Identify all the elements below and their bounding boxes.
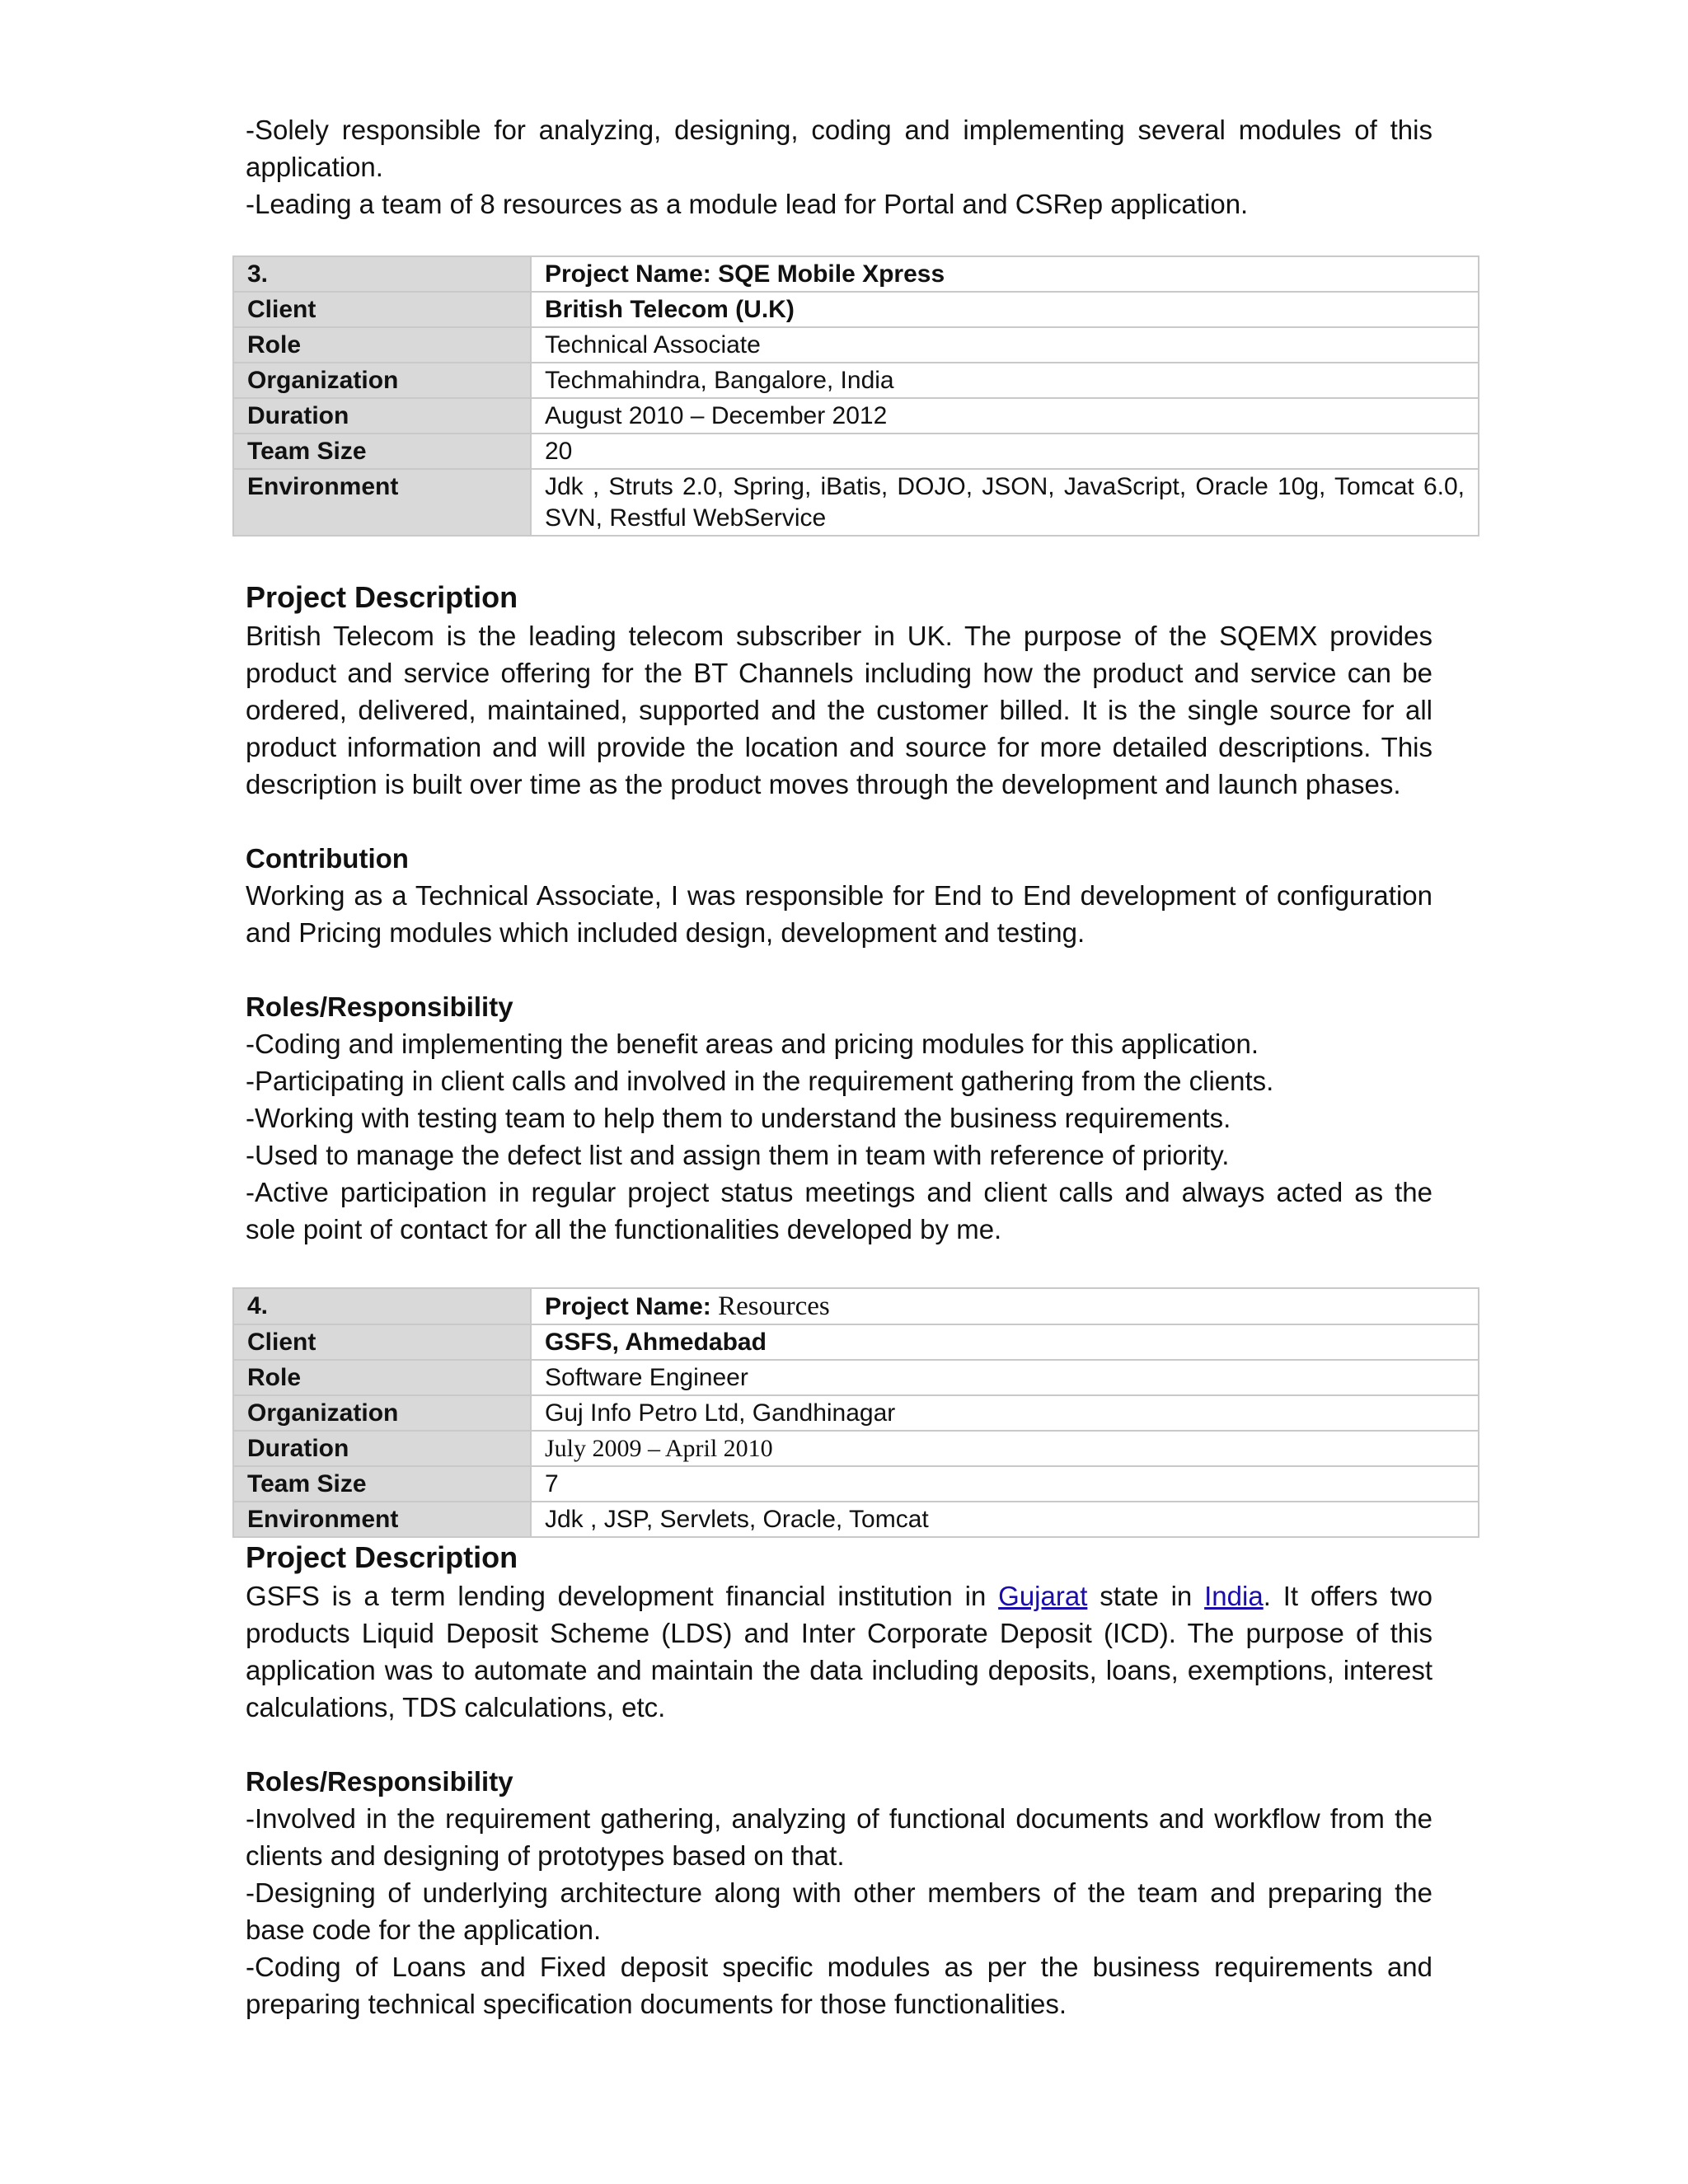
project-number: 4. [233, 1288, 531, 1324]
client-value: GSFS, Ahmedabad [531, 1324, 1479, 1360]
table-row [233, 1324, 1479, 1360]
table-row [233, 1466, 1479, 1502]
roles-list [246, 1800, 1432, 2022]
organization-label: Organization [233, 1395, 531, 1431]
environment-label: Environment [233, 1502, 531, 1537]
table-row [233, 363, 1479, 398]
intro-line: -Solely responsible for analyzing, designing, coding and implementing several modules of this application. [246, 115, 1432, 182]
project-description-text [246, 1577, 1432, 1726]
table-row [233, 1360, 1479, 1395]
intro-section [246, 111, 1432, 223]
project-name-value: Resources [718, 1291, 830, 1321]
organization-label: Organization [233, 363, 531, 398]
gujarat-link[interactable]: Gujarat [998, 1581, 1088, 1611]
organization-value: Techmahindra, Bangalore, India [531, 363, 1479, 398]
duration-label: Duration [233, 1431, 531, 1466]
list-item: -Designing of underlying architecture along with other members of the team and preparing the base code for the application. [246, 1877, 1432, 1945]
duration-label: Duration [233, 398, 531, 434]
table-row [233, 256, 1479, 292]
team-size-label: Team Size [233, 434, 531, 469]
list-item: -Working with testing team to help them to understand the business requirements. [246, 1103, 1231, 1133]
client-label: Client [233, 1324, 531, 1360]
table-row [233, 469, 1479, 536]
project-3-table [232, 255, 1479, 537]
team-size-value: 7 [531, 1466, 1479, 1502]
project-name [531, 1288, 1479, 1324]
duration-value: August 2010 – December 2012 [531, 398, 1479, 434]
project-4-table [232, 1287, 1479, 1538]
list-item: -Involved in the requirement gathering, analyzing of functional documents and workflow from the clients and designing of prototypes based on that. [246, 1803, 1432, 1871]
table-row [233, 327, 1479, 363]
table-row [233, 1395, 1479, 1431]
client-label: Client [233, 292, 531, 327]
desc-text-part: state in [1087, 1581, 1205, 1611]
table-row [233, 1288, 1479, 1324]
project-number: 3. [233, 256, 531, 292]
roles-list [246, 1025, 1432, 1248]
roles-heading: Roles/Responsibility [246, 991, 513, 1022]
resume-page [246, 111, 1465, 2022]
table-row [233, 434, 1479, 469]
role-label: Role [233, 1360, 531, 1395]
contribution-heading: Contribution [246, 843, 409, 874]
organization-value: Guj Info Petro Ltd, Gandhinagar [531, 1395, 1479, 1431]
project-description-heading: Project Description [246, 580, 518, 614]
india-link[interactable]: India [1204, 1581, 1264, 1611]
table-row [233, 1502, 1479, 1537]
roles-heading: Roles/Responsibility [246, 1766, 513, 1797]
table-row [233, 1431, 1479, 1466]
project-name: Project Name: SQE Mobile Xpress [531, 256, 1479, 292]
table-row [233, 398, 1479, 434]
desc-text-part: . It offers two products Liquid Deposit Scheme (LDS) and Inter Corporate Deposit (ICD). The purpose of this application was to automate and maintain the data including deposits, loans, exemptions, interest calculations, TDS calculations, etc. [246, 1581, 1432, 1722]
table-row [233, 292, 1479, 327]
duration-value: July 2009 – April 2010 [531, 1431, 1479, 1466]
environment-value: Jdk , Struts 2.0, Spring, iBatis, DOJO, JSON, JavaScript, Oracle 10g, Tomcat 6.0, SVN, Restful WebService [531, 469, 1479, 536]
role-value: Software Engineer [531, 1360, 1479, 1395]
list-item: -Active participation in regular project status meetings and client calls and always acted as the sole point of contact for all the functionalities developed by me. [246, 1177, 1432, 1244]
project-description-heading: Project Description [246, 1540, 518, 1574]
environment-label: Environment [233, 469, 531, 536]
team-size-label: Team Size [233, 1466, 531, 1502]
contribution-text: Working as a Technical Associate, I was responsible for End to End development of configuration and Pricing modules which included design, development and testing. [246, 880, 1432, 948]
project-name-label: Project Name: [545, 1293, 719, 1320]
list-item: -Coding of Loans and Fixed deposit specific modules as per the business requirements and preparing technical specification documents for those functionalities. [246, 1952, 1432, 2019]
role-label: Role [233, 327, 531, 363]
team-size-value: 20 [531, 434, 1479, 469]
list-item: -Participating in client calls and involved in the requirement gathering from the clients. [246, 1066, 1274, 1096]
role-value: Technical Associate [531, 327, 1479, 363]
desc-text-part: GSFS is a term lending development financial institution in [246, 1581, 999, 1611]
client-value: British Telecom (U.K) [531, 292, 1479, 327]
intro-line: -Leading a team of 8 resources as a module lead for Portal and CSRep application. [246, 189, 1249, 219]
list-item: -Used to manage the defect list and assign them in team with reference of priority. [246, 1140, 1230, 1170]
list-item: -Coding and implementing the benefit areas and pricing modules for this application. [246, 1029, 1259, 1059]
environment-value: Jdk , JSP, Servlets, Oracle, Tomcat [531, 1502, 1479, 1537]
project-description-text: British Telecom is the leading telecom subscriber in UK. The purpose of the SQEMX provides product and service offering for the BT Channels including how the product and service can be ordered, delivered, maintained, supported and the customer billed. It is the single source for all product information and will provide the location and source for more detailed descriptions. This description is built over time as the product moves through the development and launch phases. [246, 621, 1432, 799]
